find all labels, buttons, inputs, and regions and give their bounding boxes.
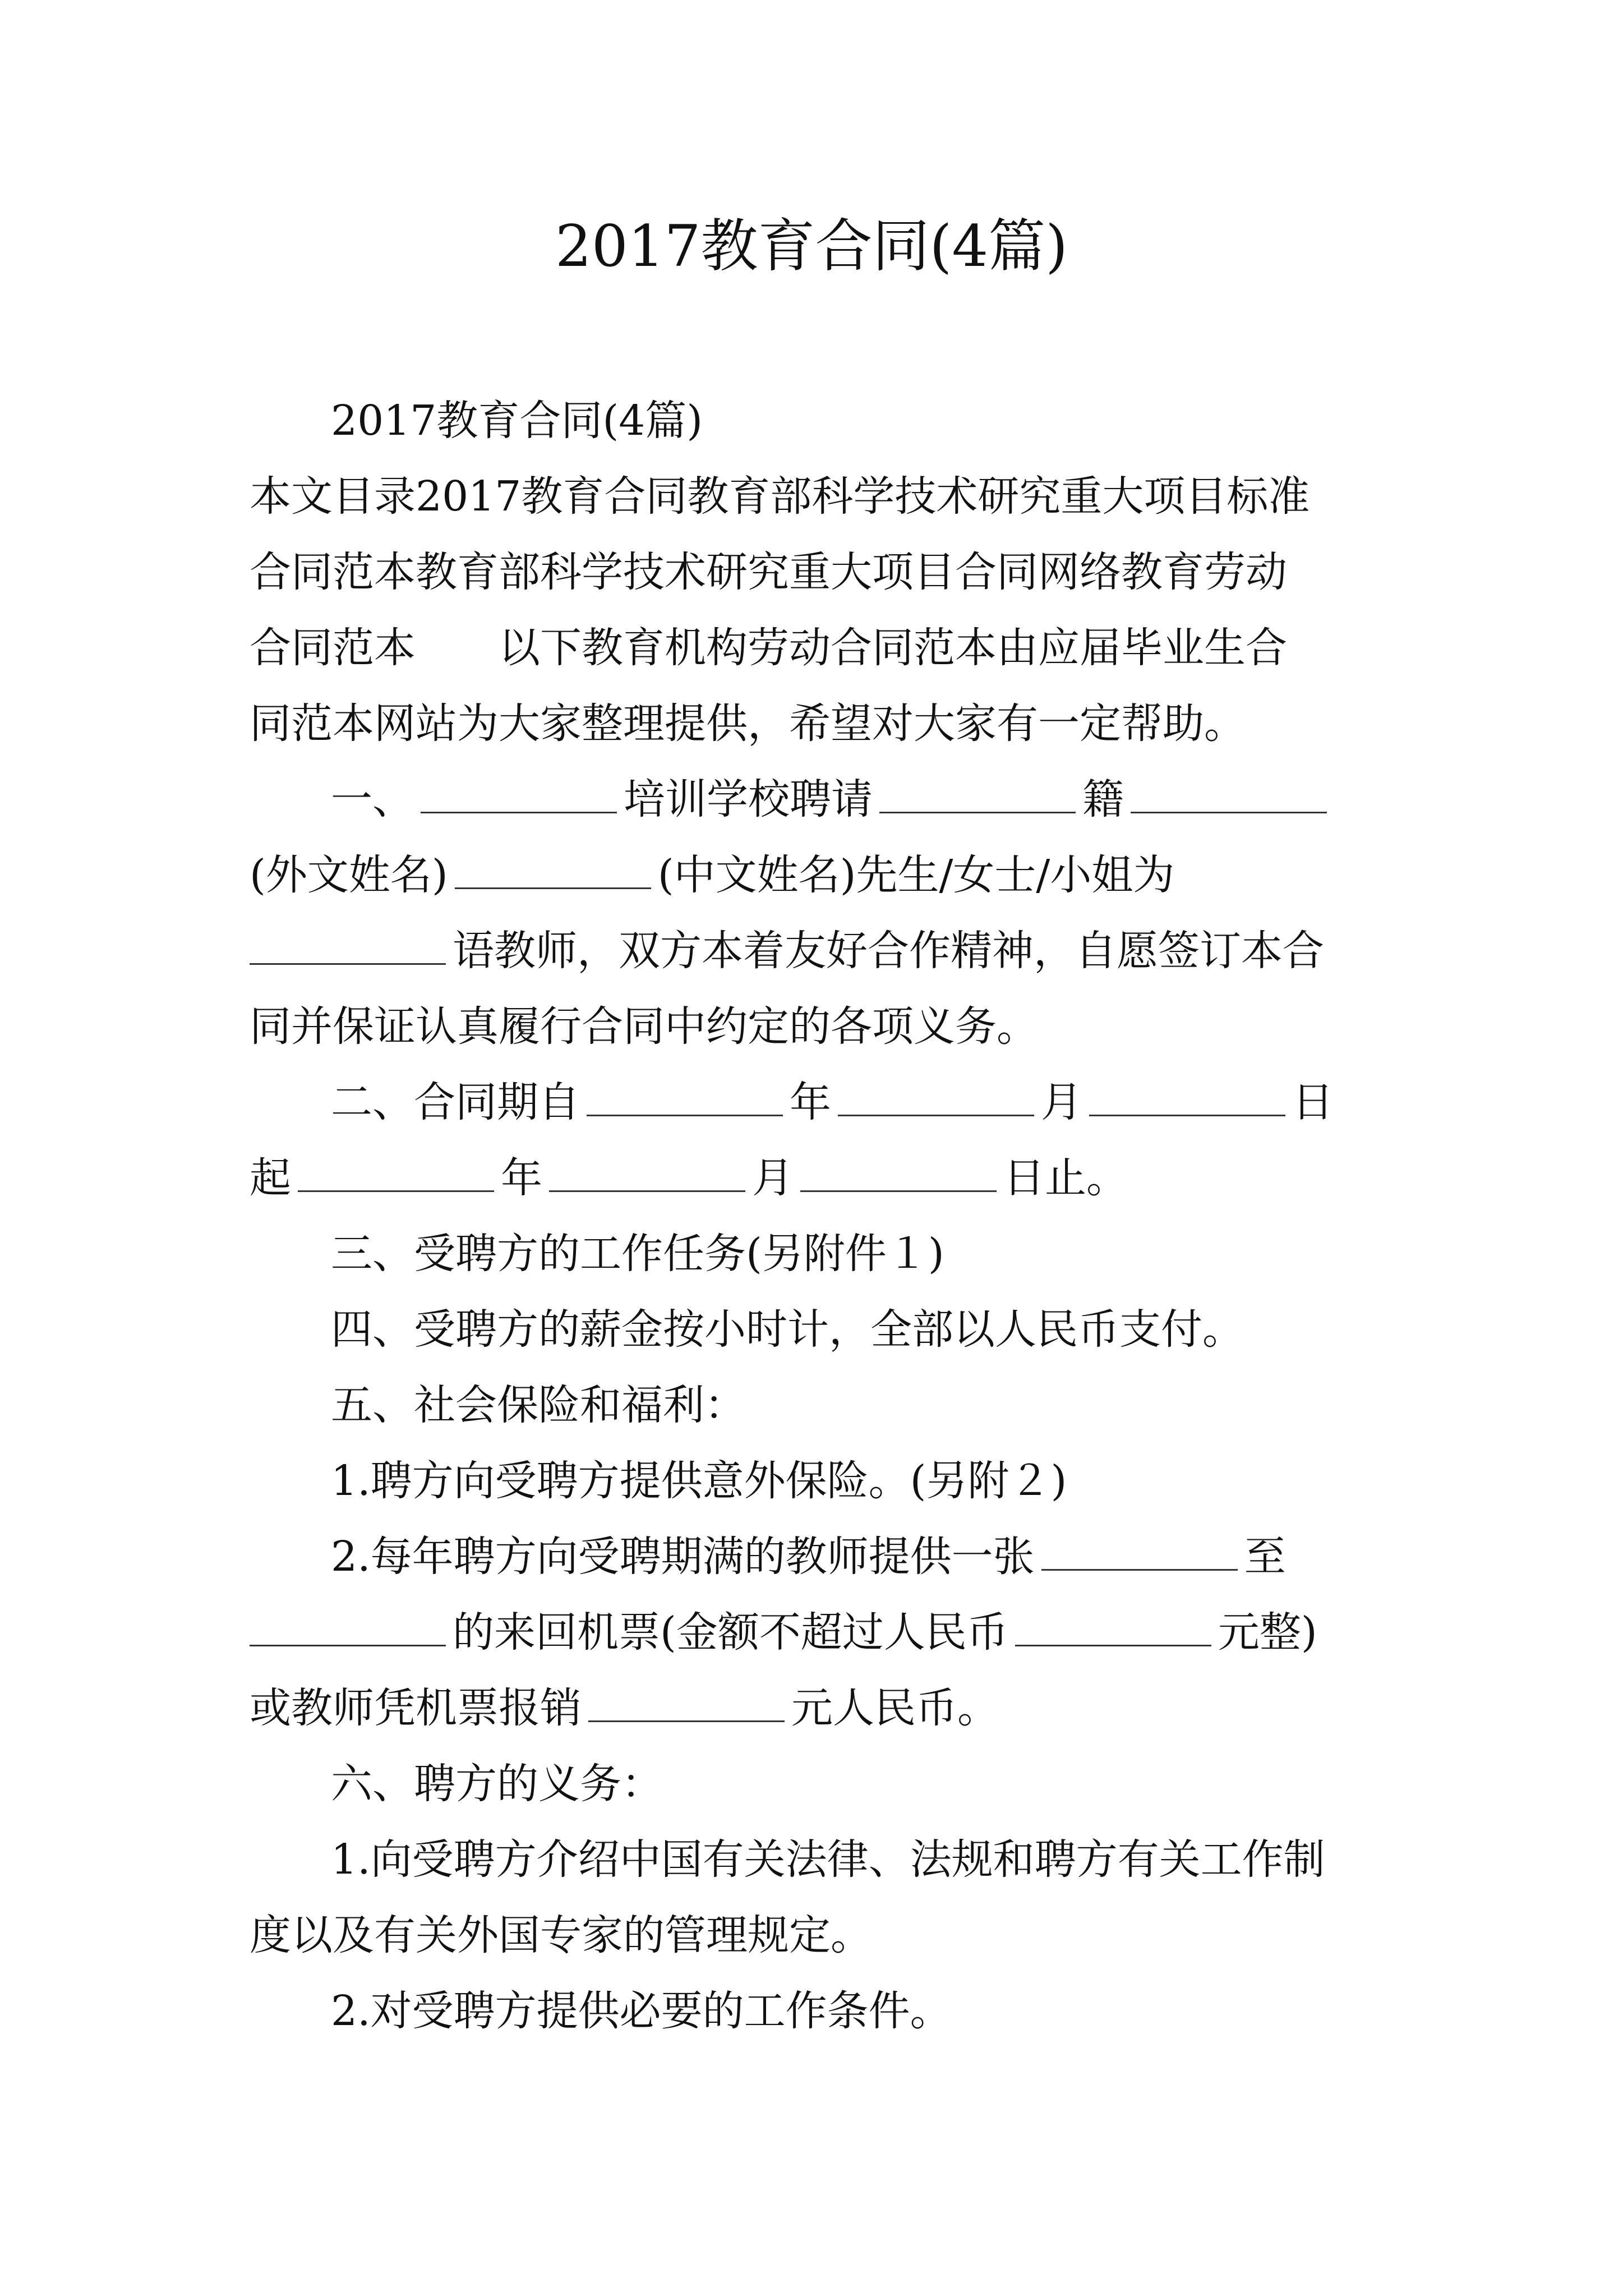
clause-5-item-2-line-3: 或教师凭机票报销 元人民币。 xyxy=(250,1674,999,1742)
clause-5-item-1: 1.聘方向受聘方提供意外保险。(另附２) xyxy=(331,1457,1067,1505)
clause-6-item-1-line-2: 度以及有关外国专家的管理规定。 xyxy=(250,1911,872,1959)
clause-6-item-1-line-1: 1.向受聘方介绍中国有关法律、法规和聘方有关工作制 xyxy=(331,1835,1325,1884)
clause-1-prefix: 一、 xyxy=(331,775,414,823)
document-title: 2017教育合同(4篇) xyxy=(555,213,1068,280)
clause-6-item-2: 2.对受聘方提供必要的工作条件。 xyxy=(331,1987,952,2035)
clause-1-line-2: (外文姓名) (中文姓名)先生/女士/小姐为 xyxy=(250,841,1174,909)
intro-line-3: 合同范本 以下教育机构劳动合同范本由应届毕业生合 xyxy=(250,624,1287,672)
clause-1-line-4: 同并保证认真履行合同中约定的各项义务。 xyxy=(250,1002,1038,1051)
clause-2-line-2: 起 年 月 日止。 xyxy=(250,1144,1128,1212)
blank-field[interactable] xyxy=(250,1605,446,1646)
blank-field[interactable] xyxy=(587,1075,783,1116)
intro-line-2: 合同范本教育部科学技术研究重大项目合同网络教育劳动 xyxy=(250,548,1287,596)
clause-3: 三、受聘方的工作任务(另附件１) xyxy=(331,1230,944,1278)
blank-field[interactable] xyxy=(800,1151,997,1192)
blank-field[interactable] xyxy=(298,1151,494,1192)
blank-field[interactable] xyxy=(250,924,446,965)
intro-line-1: 本文目录2017教育合同教育部科学技术研究重大项目标准 xyxy=(250,472,1310,521)
clause-1-line-1: 一、 培训学校聘请 籍 xyxy=(331,766,1334,833)
intro-line-4: 同范本网站为大家整理提供，希望对大家有一定帮助。 xyxy=(250,700,1246,748)
subtitle: 2017教育合同(4篇) xyxy=(331,397,703,445)
clause-5-item-2-line-2: 的来回机票(金额不超过人民币 元整) xyxy=(250,1599,1317,1666)
blank-field[interactable] xyxy=(1041,1530,1238,1571)
blank-field[interactable] xyxy=(421,772,617,813)
clause-4: 四、受聘方的薪金按小时计，全部以人民币支付。 xyxy=(331,1305,1244,1354)
blank-field[interactable] xyxy=(549,1151,745,1192)
blank-field[interactable] xyxy=(455,848,651,889)
blank-field[interactable] xyxy=(1131,772,1327,813)
clause-1-line-3: 语教师，双方本着友好合作精神，自愿签订本合 xyxy=(250,917,1324,984)
clause-5-item-2-line-1: 2.每年聘方向受聘期满的教师提供一张 至 xyxy=(331,1523,1286,1590)
clause-5: 五、社会保险和福利： xyxy=(331,1381,746,1429)
blank-field[interactable] xyxy=(838,1075,1034,1116)
clause-6: 六、聘方的义务： xyxy=(331,1760,663,1808)
blank-field[interactable] xyxy=(1089,1075,1285,1116)
clause-2-line-1: 二、合同期自 年 月 日 xyxy=(331,1069,1334,1136)
blank-field[interactable] xyxy=(879,772,1076,813)
blank-field[interactable] xyxy=(588,1681,785,1722)
blank-field[interactable] xyxy=(1015,1605,1211,1646)
